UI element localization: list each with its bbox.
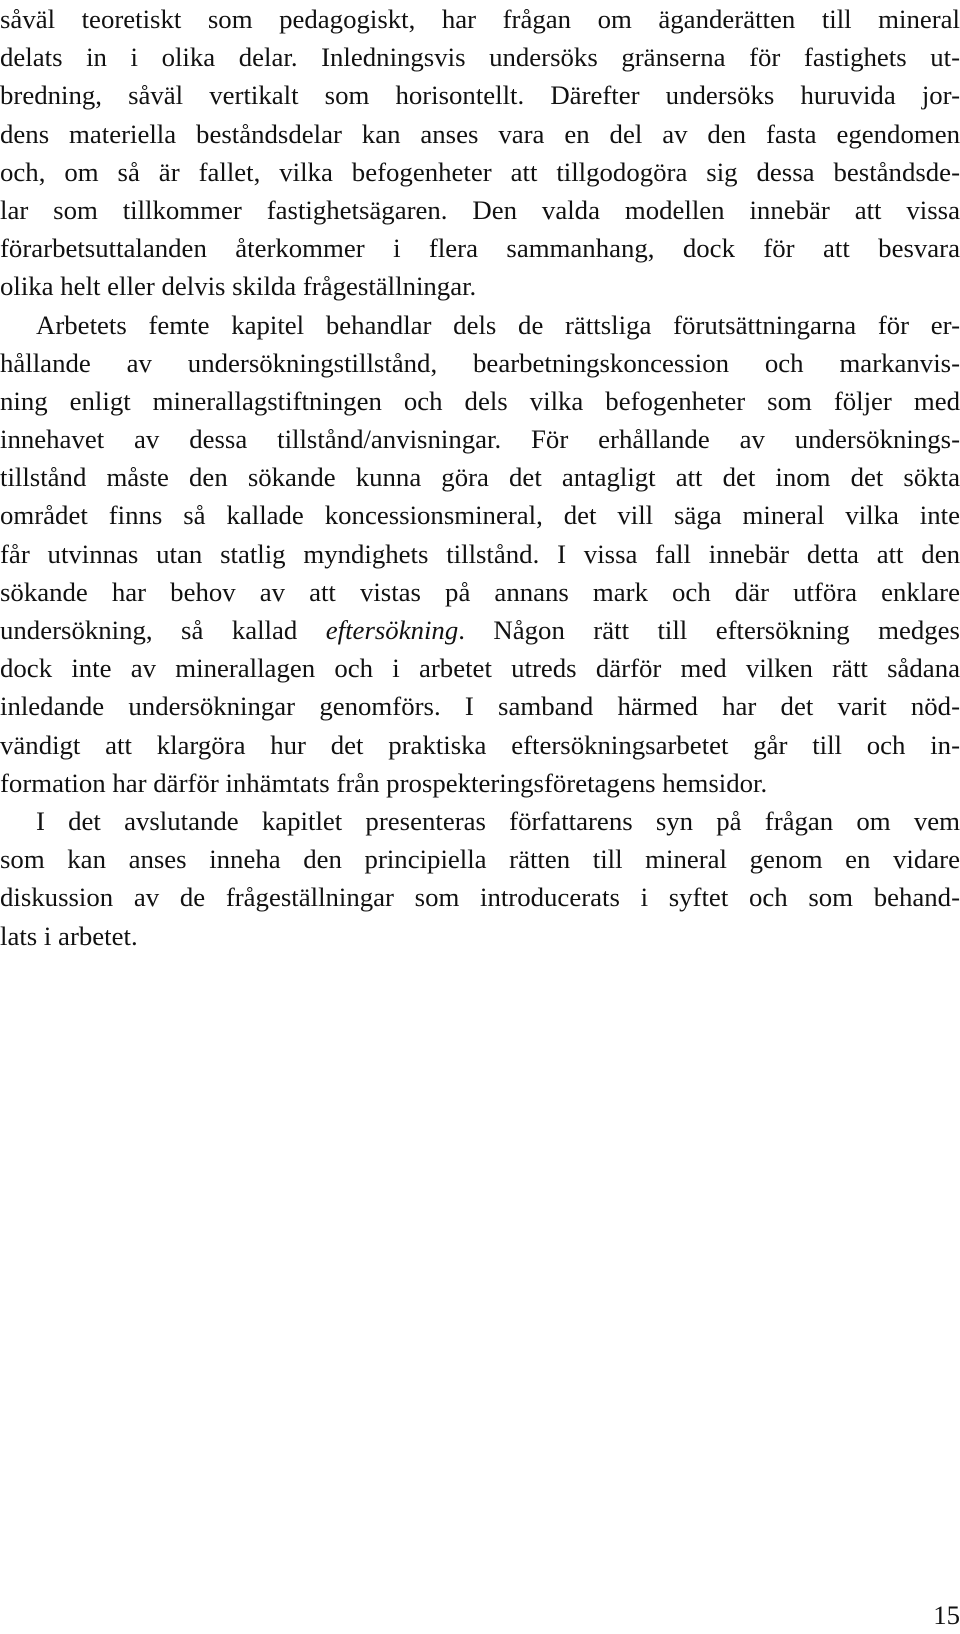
text-line <box>0 611 960 649</box>
text-line: sökande har behov av att vistas på annans mark och där utföra enklare <box>0 576 960 607</box>
text-line: diskussion av de frågeställningar som introducerats i syftet och som behand- <box>0 882 960 913</box>
paragraph <box>0 306 960 802</box>
text-line: som kan anses inneha den principiella rätten till mineral genom en vidare <box>0 844 960 875</box>
text-run: undersökning, så kallad <box>0 615 326 645</box>
text-line: och, om så är fallet, vilka befogenheter att tillgodogöra sig dessa beståndsde- <box>0 156 960 187</box>
text-line: innehavet av dessa tillstånd/anvisningar. För erhållande av undersöknings- <box>0 424 960 455</box>
text-line: bredning, såväl vertikalt som horisontellt. Därefter undersöks huruvida jor- <box>0 80 960 111</box>
text-line: hållande av undersökningstillstånd, bearbetningskoncession och markanvis- <box>0 347 960 378</box>
text-line: delats in i olika delar. Inledningsvis undersöks gränserna för fastighets ut- <box>0 42 960 73</box>
text-line: får utvinnas utan statlig myndighets tillstånd. I vissa fall innebär detta att den <box>0 538 960 569</box>
text-line: dens materiella beståndsdelar kan anses vara en del av den fasta egendomen <box>0 118 960 149</box>
text-line: Arbetets femte kapitel behandlar dels de rättsliga förutsättningarna för er- <box>36 309 960 340</box>
text-line: dock inte av minerallagen och i arbetet utreds därför med vilken rätt sådana <box>0 653 960 684</box>
text-line: lats i arbetet. <box>0 920 138 951</box>
text-line: inledande undersökningar genomförs. I samband härmed har det varit nöd- <box>0 691 960 722</box>
paragraph <box>0 0 960 306</box>
text-line: formation har därför inhämtats från prospekteringsföretagens hemsidor. <box>0 767 768 798</box>
text-line: ning enligt minerallagstiftningen och dels vilka befogenheter som följer med <box>0 385 960 416</box>
text-line: lar som tillkommer fastighetsägaren. Den valda modellen innebär att vissa <box>0 194 960 225</box>
text-line: vändigt att klargöra hur det praktiska eftersökningsarbetet går till och in- <box>0 729 960 760</box>
text-line: såväl teoretiskt som pedagogiskt, har frågan om äganderätten till mineral <box>0 4 960 34</box>
emphasized-term: eftersökning <box>325 615 459 645</box>
text-line: området finns så kallade koncessionsmineral, det vill säga mineral vilka inte <box>0 500 960 531</box>
text-run: . Någon rätt till eftersökning medges <box>458 615 960 645</box>
paragraph <box>0 802 960 955</box>
text-line: förarbetsuttalanden återkommer i flera sammanhang, dock för att besvara <box>0 233 960 264</box>
text-line: I det avslutande kapitlet presenteras författarens syn på frågan om vem <box>36 805 960 836</box>
page-number: 15 <box>933 1600 960 1630</box>
text-line: tillstånd måste den sökande kunna göra det antagligt att det inom det sökta <box>0 462 960 493</box>
text-line: olika helt eller delvis skilda frågeställningar. <box>0 271 477 302</box>
